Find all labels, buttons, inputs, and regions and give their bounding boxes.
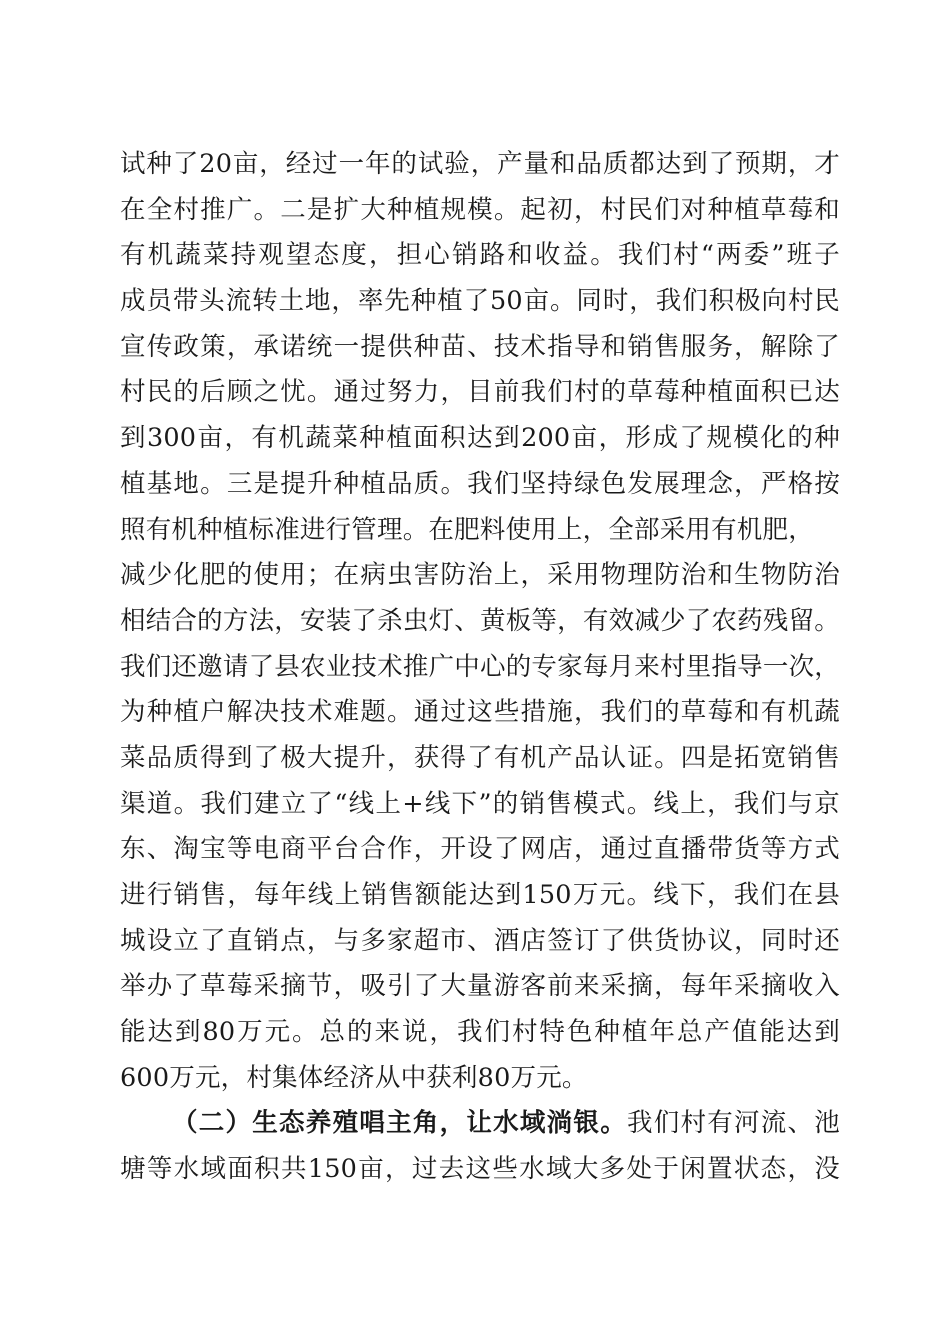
section-heading-line bbox=[120, 1101, 840, 1147]
text-line: 照有机种植标准进行管理。在肥料使用上，全部采用有机肥， bbox=[120, 514, 814, 545]
text-line: 成员带头流转土地，率先种植了50亩。同时，我们积极向村民 bbox=[120, 286, 840, 317]
section-heading: （二）生态养殖唱主角，让水域淌银。 bbox=[172, 1108, 627, 1139]
text-line: 能达到80万元。总的来说，我们村特色种植年总产值能达到 bbox=[120, 1017, 840, 1048]
text-line: 减少化肥的使用；在病虫害防治上，采用物理防治和生物防治 bbox=[120, 560, 840, 591]
text-line: 渠道。我们建立了“线上+线下”的销售模式。线上，我们与京 bbox=[120, 788, 840, 819]
section-text: 我们村有河流、池 bbox=[626, 1108, 840, 1139]
text-line: 试种了20亩，经过一年的试验，产量和品质都达到了预期，才 bbox=[120, 149, 840, 179]
text-line: 600万元，村集体经济从中获利80万元。 bbox=[120, 1062, 588, 1093]
text-line: 城设立了直销点，与多家超市、酒店签订了供货协议，同时还 bbox=[120, 925, 840, 956]
text-line: 有机蔬菜持观望态度，担心销路和收益。我们村“两委”班子 bbox=[120, 240, 840, 271]
text-line: 植基地。三是提升种植品质。我们坚持绿色发展理念，严格按 bbox=[120, 468, 840, 499]
text-line: 相结合的方法，安装了杀虫灯、黄板等，有效减少了农药残留。 bbox=[120, 605, 840, 636]
text-line: 塘等水域面积共150亩，过去这些水域大多处于闲置状态，没 bbox=[120, 1154, 840, 1185]
text-line: 举办了草莓采摘节，吸引了大量游客前来采摘，每年采摘收入 bbox=[120, 971, 840, 1002]
text-line: 菜品质得到了极大提升，获得了有机产品认证。四是拓宽销售 bbox=[120, 742, 840, 773]
text-line: 在全村推广。二是扩大种植规模。起初，村民们对种植草莓和 bbox=[120, 194, 840, 225]
text-line: 为种植户解决技术难题。通过这些措施，我们的草莓和有机蔬 bbox=[120, 697, 840, 728]
text-line: 到300亩，有机蔬菜种植面积达到200亩，形成了规模化的种 bbox=[120, 423, 840, 454]
text-line: 村民的后顾之忧。通过努力，目前我们村的草莓种植面积已达 bbox=[120, 377, 840, 408]
body-text bbox=[120, 142, 840, 1193]
text-line: 我们还邀请了县农业技术推广中心的专家每月来村里指导一次， bbox=[120, 651, 840, 682]
text-line: 东、淘宝等电商平台合作，开设了网店，通过直播带货等方式 bbox=[120, 834, 840, 865]
text-line: 进行销售，每年线上销售额能达到150万元。线下，我们在县 bbox=[120, 880, 840, 910]
text-line: 宣传政策，承诺统一提供种苗、技术指导和销售服务，解除了 bbox=[120, 331, 840, 362]
